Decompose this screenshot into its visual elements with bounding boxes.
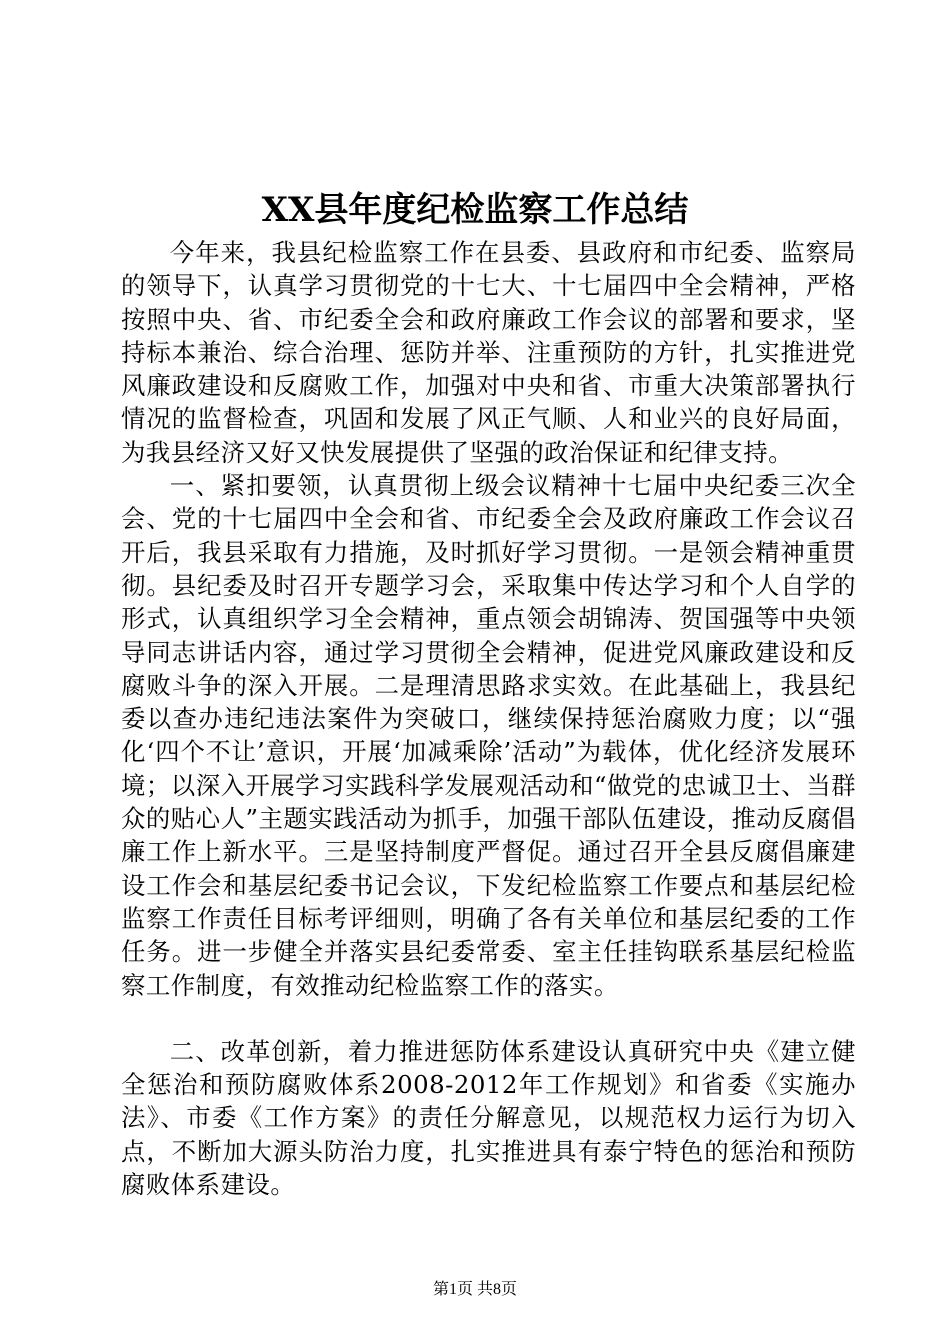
document-title: XX县年度纪检监察工作总结 <box>261 190 689 230</box>
paragraph-section-2: 二、改革创新，着力推进惩防体系建设认真研究中央《建立健全惩治和预防腐败体系2008-2012年工作规划》和省委《实施办法》、市委《工作方案》的责任分解意见，以规范权力运行为切入点，不断加大源头防治力度，扎实推进具有泰宁特色的惩治和预防腐败体系建设。 <box>121 1036 856 1200</box>
paragraph-intro: 今年来，我县纪检监察工作在县委、县政府和市纪委、监察局的领导下，认真学习贯彻党的十七大、十七届四中全会精神，严格按照中央、省、市纪委全会和政府廉政工作会议的部署和要求，坚持标本兼治、综合治理、惩防并举、注重预防的方针，扎实推进党风廉政建设和反腐败工作，加强对中央和省、市重大决策部署执行情况的监督检查，巩固和发展了风正气顺、人和业兴的良好局面，为我县经济又好又快发展提供了坚强的政治保证和纪律支持。 <box>121 238 856 467</box>
paragraph-section-1: 一、紧扣要领，认真贯彻上级会议精神十七届中央纪委三次全会、党的十七届四中全会和省、市纪委全会及政府廉政工作会议召开后，我县采取有力措施，及时抓好学习贯彻。一是领会精神重贯彻。县纪委及时召开专题学习会，采取集中传达学习和个人自学的形式，认真组织学习全会精神，重点领会胡锦涛、贺国强等中央领导同志讲话内容，通过学习贯彻全会精神，促进党风廉政建设和反腐败斗争的深入开展。二是理清思路求实效。在此基础上，我县纪委以查办违纪违法案件为突破口，继续保持惩治腐败力度；以“强化‘四个不让’意识，开展‘加减乘除’活动”为载体，优化经济发展环境；以深入开展学习实践科学发展观活动和“做党的忠诚卫士、当群众的贴心人”主题实践活动为抓手，加强干部队伍建设，推动反腐倡廉工作上新水平。三是坚持制度严督促。通过召开全县反腐倡廉建设工作会和基层纪委书记会议，下发纪检监察工作要点和基层纪检监察工作责任目标考评细则，明确了各有关单位和基层纪委的工作任务。进一步健全并落实县纪委常委、室主任挂钩联系基层纪检监察工作制度，有效推动纪检监察工作的落实。 <box>121 471 856 1000</box>
document-body <box>121 236 856 1201</box>
paragraph-gap <box>121 1002 856 1035</box>
page-footer: 第1页 共8页 <box>432 1281 517 1298</box>
